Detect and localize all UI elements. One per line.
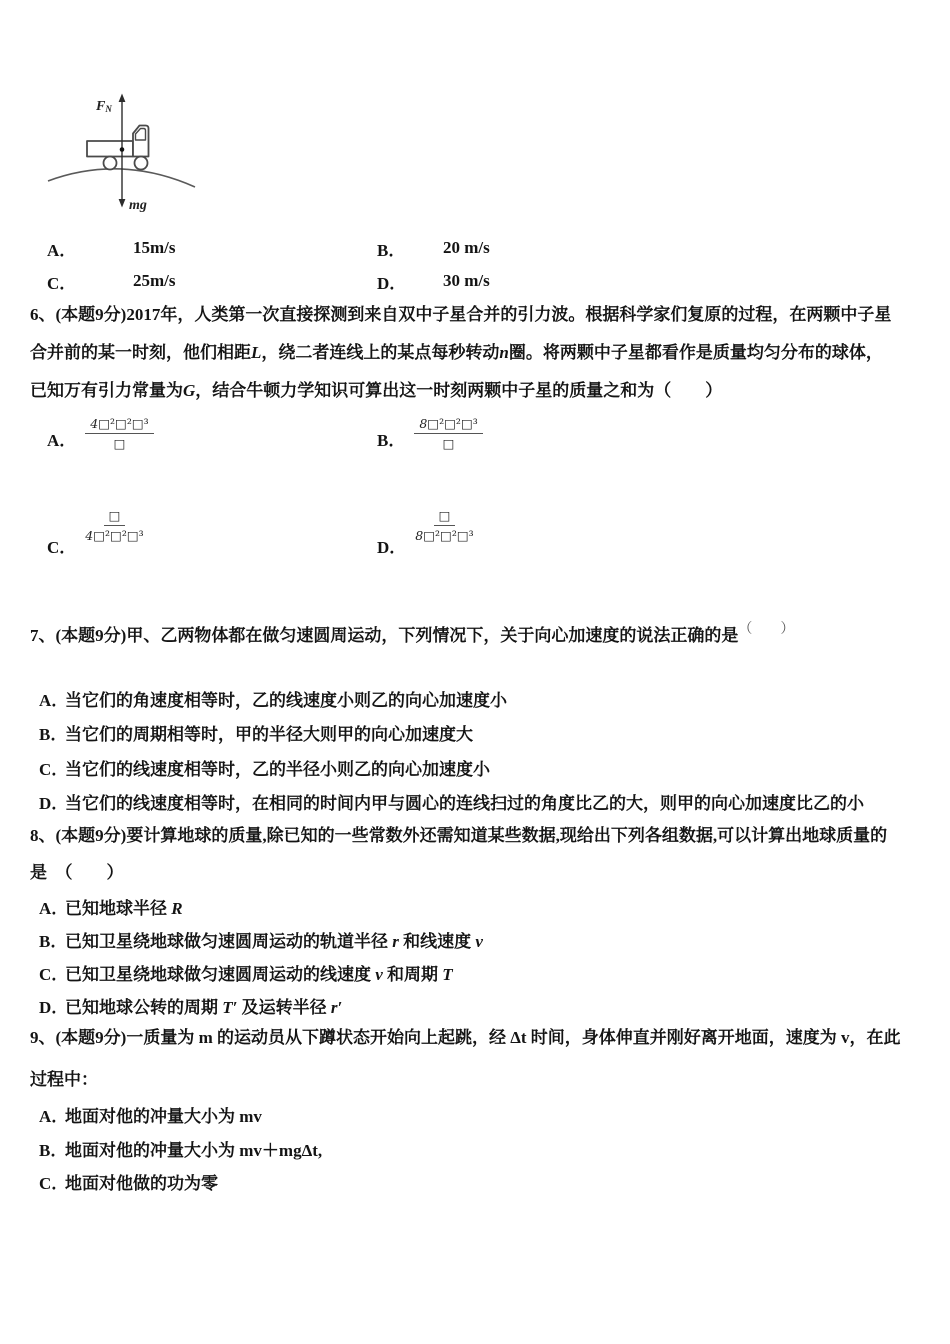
q9-option-c: C． 地面对他做的功为零 (39, 1174, 218, 1194)
fraction: $\frac{\text{4□²□²□³}}{□}$ (85, 416, 153, 451)
fraction: $\frac{□}{\text{8□²□²□³}}$ (415, 508, 474, 543)
question-8-stem: 8、(本题9分)要计算地球的质量,除已知的一些常数外还需知道某些数据,现给出下列各组数据,可以计算出地球质量的 是 （ ） (30, 826, 888, 882)
question-6-stem (30, 296, 891, 410)
question-8-options (39, 890, 483, 1022)
q7-option-b: B． 当它们的周期相等时，甲的半径大则甲的向心加速度大 (39, 725, 473, 745)
option-letter: C． (47, 273, 77, 293)
q6-option-b (377, 416, 483, 451)
option-letter: B． (377, 431, 406, 450)
option-text: 25m/s (133, 271, 176, 290)
option-letter: B． (377, 240, 406, 260)
fraction: $\frac{□}{\text{4□²□²□³}}$ (85, 508, 144, 543)
q6-option-d (377, 508, 474, 558)
q9-option-b: B． 地面对他的冲量大小为 mv＋mgΔt, (39, 1140, 323, 1160)
q6-option-a (47, 416, 154, 451)
q8-option-d: D． 已知地球公转的周期 T′ 及运转半径 r′ (39, 998, 343, 1017)
question-9-options (39, 1098, 322, 1199)
truck-icon (87, 126, 149, 170)
option-letter: C． (47, 538, 77, 557)
q7-option-c: C． 当它们的线速度相等时，乙的半径小则乙的向心加速度小 (39, 759, 490, 779)
option-letter: A． (47, 431, 77, 450)
option-text: 20 m/s (443, 238, 490, 257)
option-letter: D． (377, 273, 407, 293)
option-text: 30 m/s (443, 271, 490, 290)
q5-option-c (47, 271, 176, 291)
q6-option-c (47, 508, 144, 558)
stem-line: 6、(本题9分)2017年，人类第一次直接探测到来自双中子星合并的引力波。根据科学家们复原的过程，在两颗中子星 (30, 305, 892, 324)
q9-option-a: A． 地面对他的冲量大小为 mv (39, 1107, 262, 1127)
q5-option-d (377, 271, 490, 291)
option-letter: D． (377, 538, 407, 557)
q5-option-b (377, 238, 490, 258)
gravity-arrowhead (119, 199, 126, 208)
option-letter: A． (47, 240, 77, 260)
question-9-stem: 9、(本题9分)一质量为 m 的运动员从下蹲状态开始向上起跳，经 Δt 时间，身体伸直并刚好离开地面，速度为 v，在此 过程中： (30, 1028, 901, 1089)
center-of-mass-dot (120, 147, 125, 152)
normal-force-arrowhead (119, 94, 126, 103)
q7-option-a: A． 当它们的角速度相等时，乙的线速度小则乙的向心加速度小 (39, 690, 507, 710)
q8-option-a: A． 已知地球半径 R (39, 899, 183, 918)
q5-option-a (47, 238, 176, 258)
truck-bridge-figure (45, 92, 200, 217)
gravity-label: mg (129, 198, 147, 213)
stem-line: 已知万有引力常量为G，结合牛顿力学知识可算出这一时刻两颗中子星的质量之和为（ ） (30, 381, 723, 400)
normal-force-label: FN (96, 99, 112, 114)
q7-option-d: D． 当它们的线速度相等时，在相同的时间内甲与圆心的连线扫过的角度比乙的大，则甲的向心加速度比乙的小 (39, 794, 864, 814)
answer-blank-parens: （ ） (738, 622, 795, 637)
stem-line: 合并前的某一时刻，他们相距L，绕二者连线上的某点每秒转动n圈。将两颗中子星都看作是质量均匀分布的球体， (30, 343, 883, 362)
option-text: 15m/s (133, 238, 176, 257)
question-7-stem: 7、(本题9分)甲、乙两物体都在做匀速圆周运动，下列情况下，关于向心加速度的说法正确的是（ ） (30, 622, 795, 645)
q8-option-c: C． 已知卫星绕地球做匀速圆周运动的线速度 v 和周期 T (39, 965, 453, 984)
question-7-options (39, 681, 864, 819)
fraction: $\frac{\text{8□²□²□³}}{□}$ (414, 416, 482, 451)
q8-option-b: B． 已知卫星绕地球做匀速圆周运动的轨道半径 r 和线速度 v (39, 932, 483, 951)
